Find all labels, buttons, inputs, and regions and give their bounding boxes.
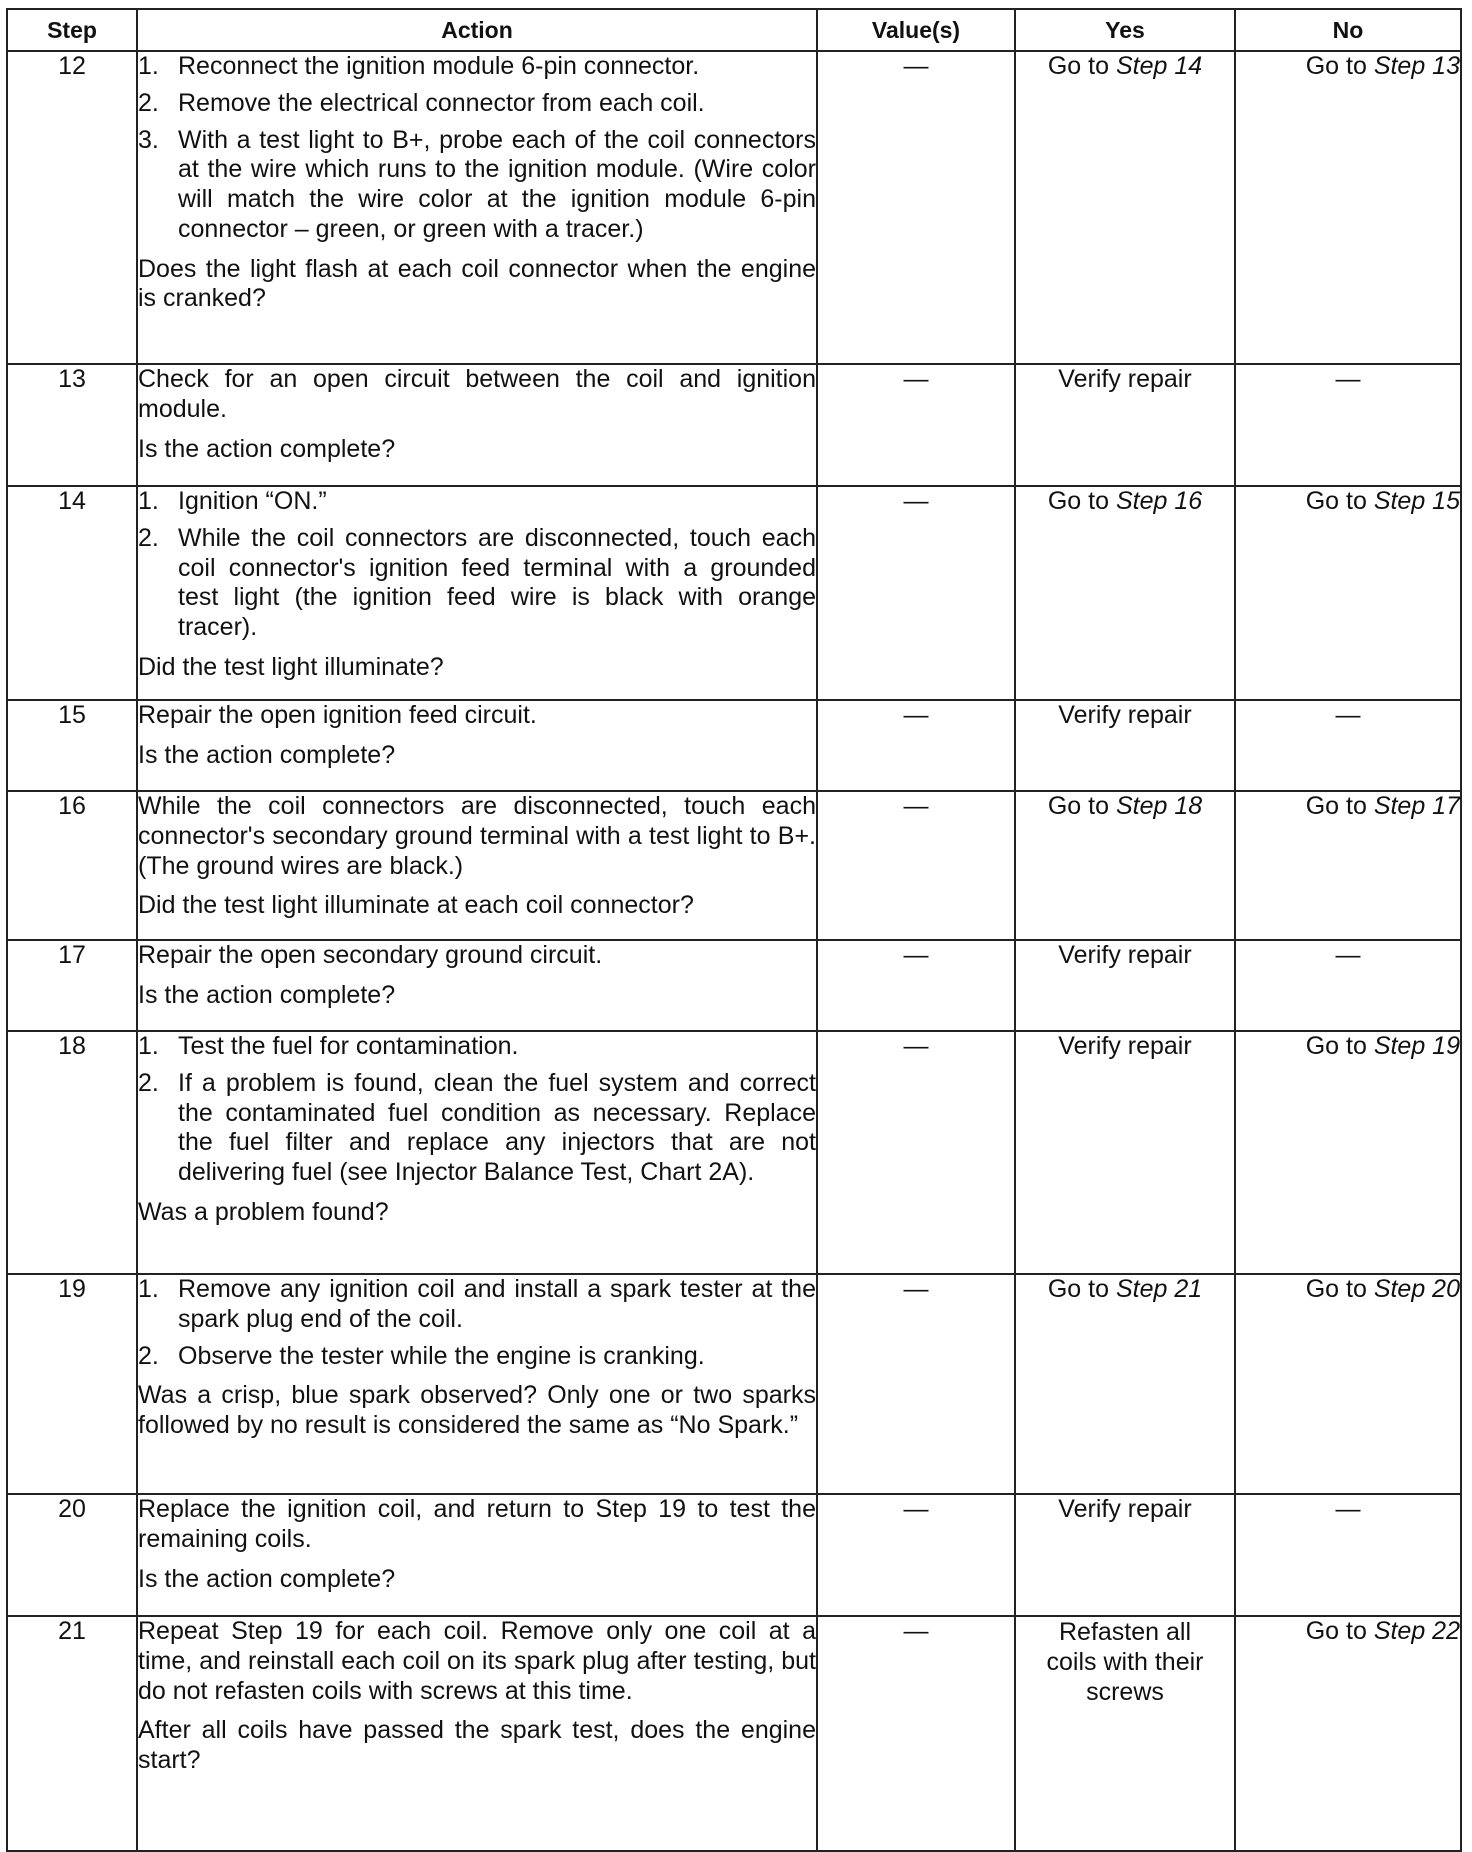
yes-cell: Refasten all coils with their screws [1015, 1616, 1235, 1851]
step-number: 17 [7, 940, 137, 1031]
table-header [7, 9, 1461, 51]
action-question: Was a problem found? [138, 1197, 389, 1226]
no-cell: Go to Step 15 [1235, 486, 1461, 700]
action-question: Is the action complete? [138, 980, 396, 1009]
action-question: Did the test light illuminate at each coil connector? [138, 891, 694, 920]
no-cell: Go to Step 17 [1235, 791, 1461, 940]
step-number: 13 [7, 364, 137, 486]
action-item: 1. Reconnect the ignition module 6-pin connector. [138, 52, 700, 80]
step-reference: Step 15 [1373, 487, 1460, 515]
action-question: Was a crisp, blue spark observed? Only one or two sparks followed by no result is considered the same as “No Spark.” [138, 1381, 816, 1439]
value-cell: — [817, 1274, 1015, 1494]
table-row [7, 364, 1461, 486]
action-question: Is the action complete? [138, 1564, 396, 1593]
action-cell [137, 364, 817, 486]
no-cell: Go to Step 22 [1235, 1616, 1461, 1851]
table-row [7, 1031, 1461, 1274]
header-step: Step [7, 9, 137, 51]
action-cell [137, 51, 817, 364]
action-text: Repeat Step 19 for each coil. Remove only one coil at a time, and reinstall each coil on its spark plug after testing, but do not refasten coils with screws at this time. [138, 1617, 816, 1705]
action-list [138, 1275, 816, 1371]
yes-cell: Go to Step 21 [1015, 1274, 1235, 1494]
action-cell [137, 700, 817, 791]
step-number: 20 [7, 1494, 137, 1616]
table-row [7, 1274, 1461, 1494]
action-list [138, 487, 816, 643]
no-cell: Go to Step 20 [1235, 1274, 1461, 1494]
action-item: 2. While the coil connectors are disconnected, touch each coil connector's ignition feed terminal with a grounded test light (the ignition feed wire is black with orange tracer). [138, 523, 816, 641]
value-cell: — [817, 1616, 1015, 1851]
step-number: 19 [7, 1274, 137, 1494]
step-number: 15 [7, 700, 137, 791]
action-question: Is the action complete? [138, 434, 396, 463]
value-cell: — [817, 940, 1015, 1031]
table-row [7, 700, 1461, 791]
no-cell: Go to Step 19 [1235, 1031, 1461, 1274]
yes-cell: Go to Step 16 [1015, 486, 1235, 700]
table-row [7, 486, 1461, 700]
yes-cell: Verify repair [1015, 700, 1235, 791]
value-cell: — [817, 791, 1015, 940]
action-list [138, 52, 816, 245]
table-row [7, 791, 1461, 940]
step-number: 16 [7, 791, 137, 940]
action-question: After all coils have passed the spark test, does the engine start? [138, 1716, 816, 1774]
action-text: While the coil connectors are disconnected, touch each connector's secondary ground terminal with a test light to B+. (The ground wires are black.) [138, 792, 816, 880]
yes-cell: Verify repair [1015, 940, 1235, 1031]
yes-cell: Verify repair [1015, 364, 1235, 486]
step-number: 18 [7, 1031, 137, 1274]
value-cell: — [817, 1031, 1015, 1274]
value-cell: — [817, 1494, 1015, 1616]
step-number: 12 [7, 51, 137, 364]
yes-cell: Verify repair [1015, 1031, 1235, 1274]
no-cell: — [1235, 1494, 1461, 1616]
step-reference: Step 14 [1115, 52, 1203, 80]
action-text: Check for an open circuit between the coil and ignition module. [138, 365, 816, 423]
action-item: 1. Test the fuel for contamination. [138, 1032, 519, 1060]
action-text: Replace the ignition coil, and return to Step 19 to test the remaining coils. [138, 1495, 816, 1553]
action-text: Repair the open ignition feed circuit. [138, 701, 537, 729]
value-cell: — [817, 486, 1015, 700]
action-item: 1. Remove any ignition coil and install a spark tester at the spark plug end of the coil. [138, 1275, 816, 1333]
step-number: 21 [7, 1616, 137, 1851]
action-cell [137, 1031, 817, 1274]
step-number: 14 [7, 486, 137, 700]
table-body [7, 51, 1461, 1851]
value-cell: — [817, 700, 1015, 791]
yes-cell: Go to Step 18 [1015, 791, 1235, 940]
table-row [7, 1494, 1461, 1616]
action-cell [137, 486, 817, 700]
header-row [7, 9, 1461, 51]
action-text: Repair the open secondary ground circuit. [138, 941, 603, 969]
action-question: Did the test light illuminate? [138, 652, 444, 681]
header-yes: Yes [1015, 9, 1235, 51]
no-cell: Go to Step 13 [1235, 51, 1461, 364]
action-item: 2. Remove the electrical connector from each coil. [138, 88, 705, 117]
no-cell: — [1235, 700, 1461, 791]
action-cell [137, 1494, 817, 1616]
no-cell: — [1235, 364, 1461, 486]
action-cell [137, 791, 817, 940]
action-item: 2. Observe the tester while the engine is cranking. [138, 1341, 705, 1370]
action-item: 3. With a test light to B+, probe each of the coil connectors at the wire which runs to the ignition module. (Wire color will match the wire color at the ignition module 6-pin connector – green, or green with a tracer.) [138, 125, 816, 243]
header-action: Action [137, 9, 817, 51]
step-reference: Step 21 [1115, 1275, 1203, 1303]
action-cell [137, 1274, 817, 1494]
action-item: 1. Ignition “ON.” [138, 487, 327, 515]
step-reference: Step 20 [1373, 1275, 1460, 1303]
value-cell: — [817, 364, 1015, 486]
value-cell: — [817, 51, 1015, 364]
table-row [7, 51, 1461, 364]
table-row [7, 940, 1461, 1031]
step-reference: Step 19 [1373, 1032, 1460, 1060]
header-no: No [1235, 9, 1461, 51]
action-cell [137, 940, 817, 1031]
no-cell: — [1235, 940, 1461, 1031]
action-question: Does the light flash at each coil connector when the engine is cranked? [138, 254, 816, 313]
diagnostic-table [6, 8, 1462, 1852]
action-question: Is the action complete? [138, 740, 396, 769]
step-reference: Step 22 [1373, 1617, 1460, 1645]
step-reference: Step 17 [1373, 792, 1460, 820]
header-values: Value(s) [817, 9, 1015, 51]
table-row [7, 1616, 1461, 1851]
action-list [138, 1032, 816, 1188]
yes-cell: Go to Step 14 [1015, 51, 1235, 364]
action-cell [137, 1616, 817, 1851]
step-reference: Step 16 [1115, 487, 1203, 515]
action-item: 2. If a problem is found, clean the fuel system and correct the contaminated fuel condition as necessary. Replace the fuel filter and replace any injectors that are not delivering fuel (see Injector Balance Test, Chart 2A). [138, 1068, 816, 1186]
step-reference: Step 13 [1373, 52, 1460, 80]
yes-cell: Verify repair [1015, 1494, 1235, 1616]
step-reference: Step 18 [1115, 792, 1203, 820]
